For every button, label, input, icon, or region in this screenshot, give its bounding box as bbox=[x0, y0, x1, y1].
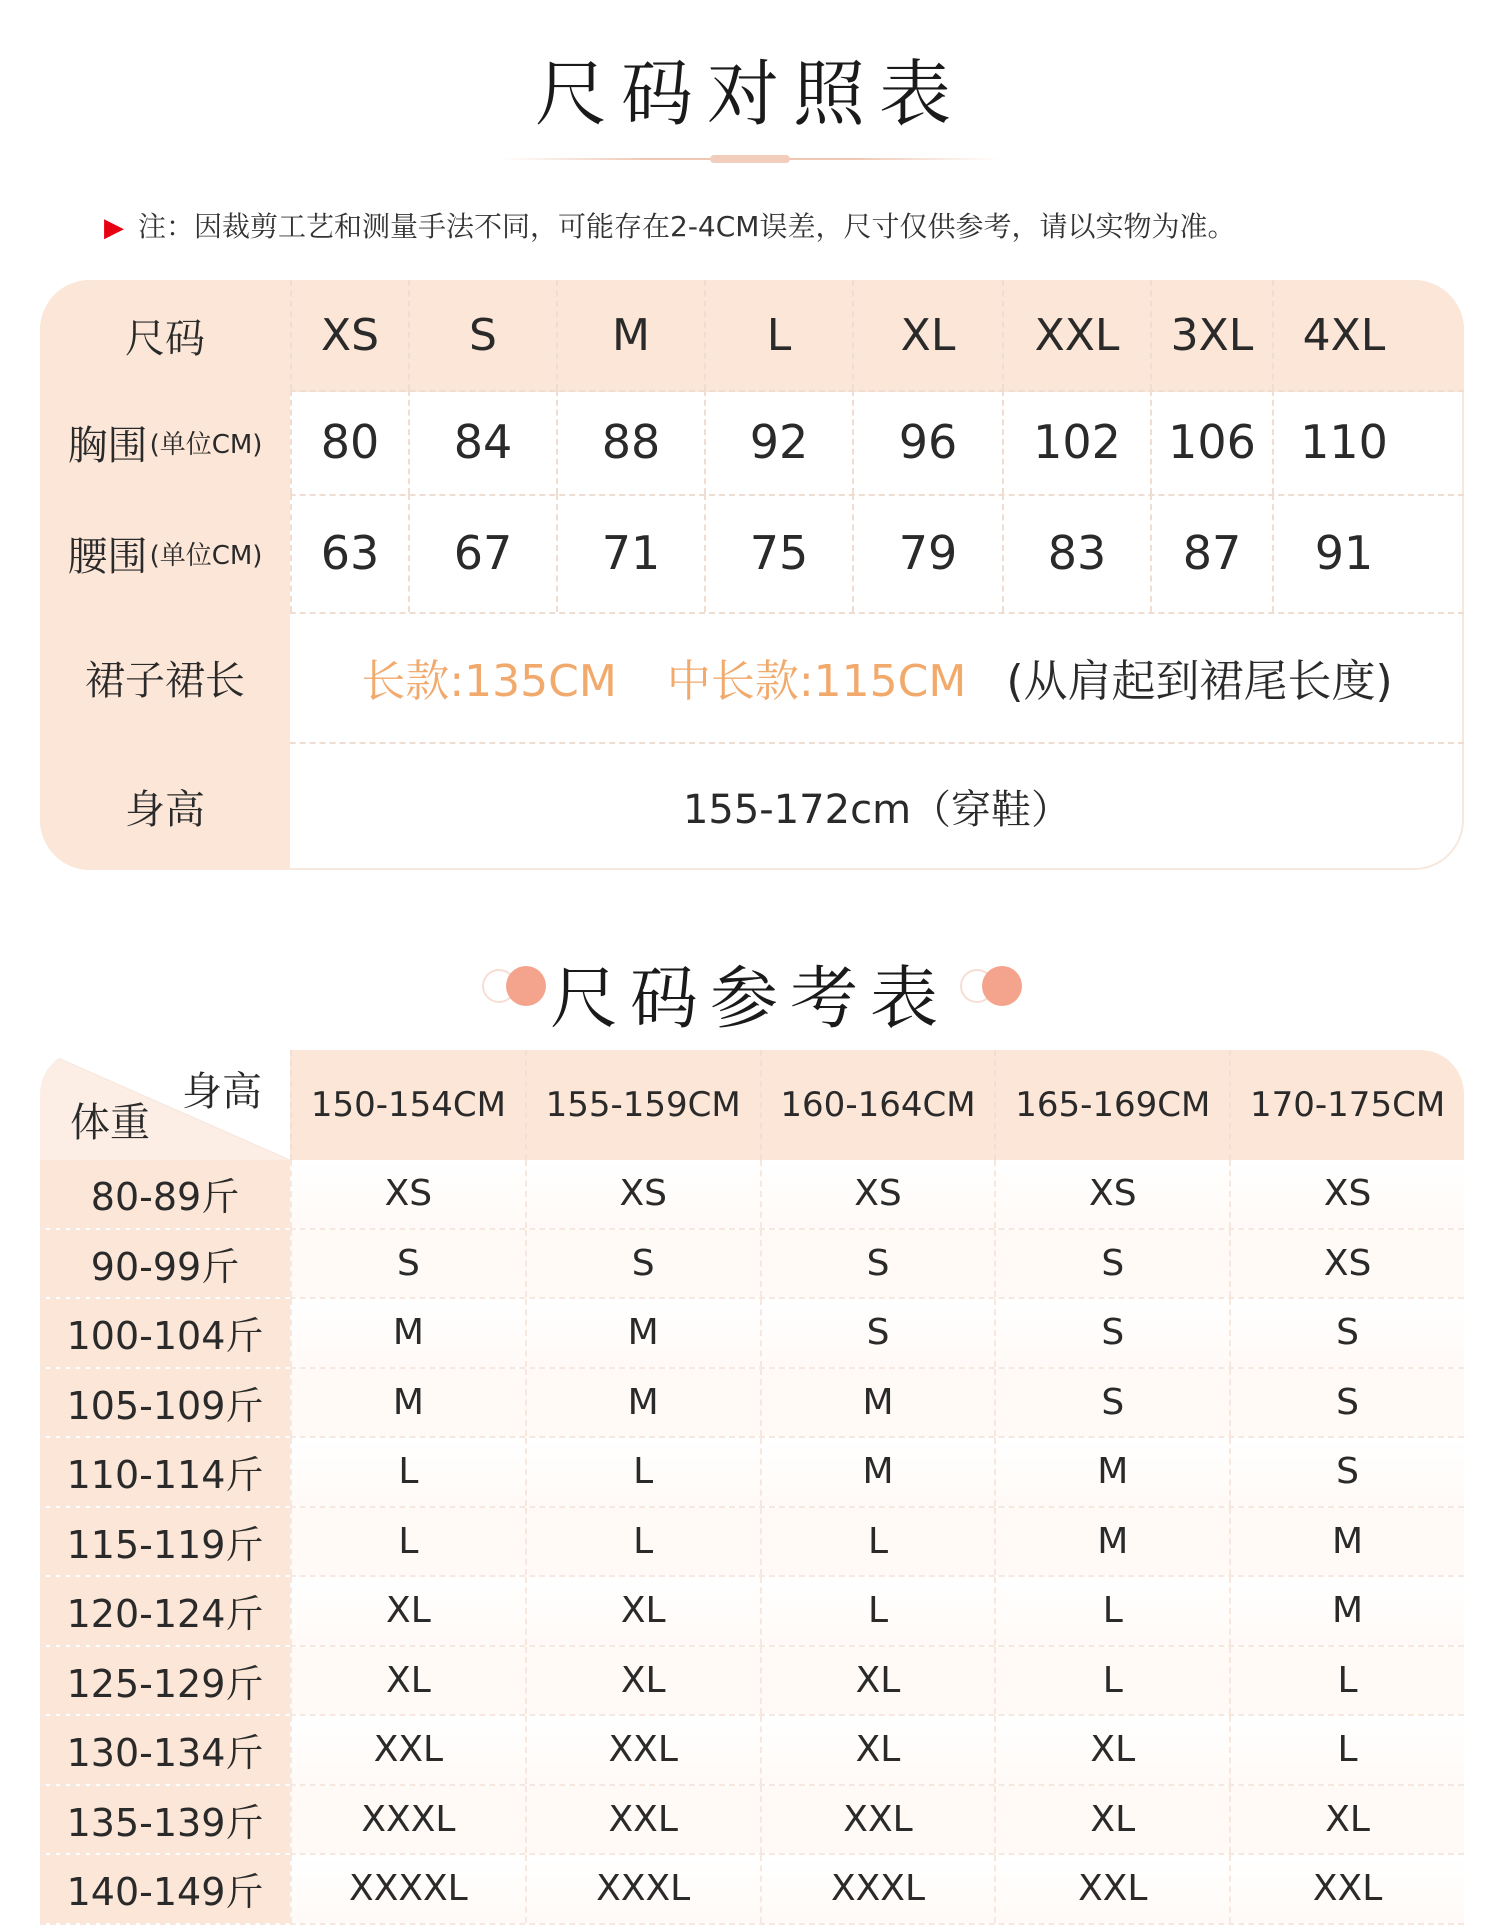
height-range-header-4: 170-175CM bbox=[1229, 1050, 1464, 1160]
chest-cell-2: 88 bbox=[556, 390, 704, 494]
height-value: 155-172cm（穿鞋） bbox=[682, 786, 1072, 833]
recommended-size-cell: XS bbox=[525, 1160, 760, 1228]
reference-row bbox=[40, 1438, 1464, 1508]
corner-weight-label: 体重 bbox=[70, 1100, 150, 1146]
title-divider-accent bbox=[710, 155, 790, 163]
chest-row bbox=[40, 390, 1464, 496]
recommended-size-cell: M bbox=[1229, 1577, 1464, 1645]
recommended-size-cell: L bbox=[525, 1508, 760, 1576]
recommended-size-cell: XXL bbox=[1229, 1855, 1464, 1923]
size-header-cell-3: L bbox=[704, 280, 852, 390]
size-header-cell-7: 4XL bbox=[1272, 280, 1414, 390]
skirt-length-row bbox=[40, 612, 1464, 744]
waist-cell-7: 91 bbox=[1272, 494, 1414, 612]
reference-row bbox=[40, 1369, 1464, 1439]
reference-row bbox=[40, 1855, 1464, 1925]
waist-cell-2: 71 bbox=[556, 494, 704, 612]
recommended-size-cell: XS bbox=[994, 1160, 1229, 1228]
reference-header-row bbox=[40, 1050, 1464, 1160]
size-header-cell-2: M bbox=[556, 280, 704, 390]
weight-range-cell: 125-129斤 bbox=[40, 1647, 290, 1715]
recommended-size-cell: XL bbox=[525, 1647, 760, 1715]
corner-height-label: 身高 bbox=[182, 1069, 262, 1115]
recommended-size-cell: M bbox=[760, 1369, 995, 1437]
weight-range-cell: 135-139斤 bbox=[40, 1786, 290, 1854]
reference-row bbox=[40, 1230, 1464, 1300]
recommended-size-cell: XL bbox=[1229, 1786, 1464, 1854]
recommended-size-cell: L bbox=[760, 1508, 995, 1576]
recommended-size-cell: XXXL bbox=[525, 1855, 760, 1923]
recommended-size-cell: XXL bbox=[760, 1786, 995, 1854]
recommended-size-cell: S bbox=[525, 1230, 760, 1298]
waist-row bbox=[40, 494, 1464, 614]
chest-cell-5: 102 bbox=[1002, 390, 1150, 494]
recommended-size-cell: XXXL bbox=[760, 1855, 995, 1923]
chest-label: 胸围 bbox=[67, 422, 148, 469]
waist-cell-3: 75 bbox=[704, 494, 852, 612]
recommended-size-cell: XXL bbox=[290, 1716, 525, 1784]
reference-row bbox=[40, 1577, 1464, 1647]
reference-body bbox=[40, 1160, 1464, 1925]
recommended-size-cell: XL bbox=[994, 1716, 1229, 1784]
skirt-mid-value: 中长款:115CM bbox=[666, 656, 967, 707]
recommended-size-cell: S bbox=[1229, 1438, 1464, 1506]
decor-dot-right bbox=[982, 966, 1022, 1006]
weight-range-cell: 140-149斤 bbox=[40, 1855, 290, 1923]
height-range-header-2: 160-164CM bbox=[760, 1050, 995, 1160]
recommended-size-cell: S bbox=[290, 1230, 525, 1298]
waist-cell-1: 67 bbox=[408, 494, 556, 612]
waist-cell-5: 83 bbox=[1002, 494, 1150, 612]
recommended-size-cell: S bbox=[1229, 1299, 1464, 1367]
recommended-size-cell: M bbox=[290, 1369, 525, 1437]
weight-range-cell: 80-89斤 bbox=[40, 1160, 290, 1228]
recommended-size-cell: S bbox=[760, 1230, 995, 1298]
disclaimer-note bbox=[104, 205, 1484, 245]
recommended-size-cell: XL bbox=[525, 1577, 760, 1645]
recommended-size-cell: M bbox=[760, 1438, 995, 1506]
reference-row bbox=[40, 1299, 1464, 1369]
weight-range-cell: 110-114斤 bbox=[40, 1438, 290, 1506]
size-header-label: 尺码 bbox=[40, 280, 290, 390]
height-range-header-1: 155-159CM bbox=[525, 1050, 760, 1160]
waist-cell-0: 63 bbox=[290, 494, 408, 612]
height-range-header-3: 165-169CM bbox=[994, 1050, 1229, 1160]
waist-unit: (单位CM) bbox=[149, 540, 263, 571]
waist-label: 腰围 bbox=[67, 533, 148, 580]
recommended-size-cell: XXL bbox=[525, 1786, 760, 1854]
recommended-size-cell: M bbox=[525, 1299, 760, 1367]
recommended-size-cell: XXXL bbox=[290, 1786, 525, 1854]
weight-range-cell: 115-119斤 bbox=[40, 1508, 290, 1576]
recommended-size-cell: XL bbox=[994, 1786, 1229, 1854]
height-row bbox=[40, 742, 1464, 870]
recommended-size-cell: S bbox=[994, 1369, 1229, 1437]
recommended-size-cell: S bbox=[1229, 1369, 1464, 1437]
skirt-label: 裙子裙长 bbox=[40, 612, 290, 742]
recommended-size-cell: S bbox=[994, 1230, 1229, 1298]
weight-range-cell: 100-104斤 bbox=[40, 1299, 290, 1367]
recommended-size-cell: M bbox=[525, 1369, 760, 1437]
chest-cell-0: 80 bbox=[290, 390, 408, 494]
recommended-size-cell: XL bbox=[290, 1577, 525, 1645]
reference-title: 尺码参考表 bbox=[549, 960, 950, 1039]
recommended-size-cell: L bbox=[994, 1577, 1229, 1645]
recommended-size-cell: XS bbox=[760, 1160, 995, 1228]
size-header-cell-1: S bbox=[408, 280, 556, 390]
recommended-size-cell: L bbox=[1229, 1716, 1464, 1784]
recommended-size-cell: XS bbox=[290, 1160, 525, 1228]
recommended-size-cell: L bbox=[1229, 1647, 1464, 1715]
recommended-size-cell: XXXXL bbox=[290, 1855, 525, 1923]
recommended-size-cell: XL bbox=[290, 1647, 525, 1715]
weight-range-cell: 90-99斤 bbox=[40, 1230, 290, 1298]
chest-cell-3: 92 bbox=[704, 390, 852, 494]
skirt-length-values bbox=[290, 612, 1464, 742]
recommended-size-cell: M bbox=[1229, 1508, 1464, 1576]
recommended-size-cell: XS bbox=[1229, 1160, 1464, 1228]
size-header-row bbox=[40, 280, 1464, 392]
reference-row bbox=[40, 1647, 1464, 1717]
size-header-cell-4: XL bbox=[852, 280, 1002, 390]
chest-cell-6: 106 bbox=[1150, 390, 1272, 494]
weight-range-cell: 120-124斤 bbox=[40, 1577, 290, 1645]
size-header-cell-5: XXL bbox=[1002, 280, 1150, 390]
reference-row bbox=[40, 1160, 1464, 1230]
recommended-size-cell: L bbox=[290, 1438, 525, 1506]
recommended-size-cell: XXL bbox=[994, 1855, 1229, 1923]
disclaimer-text: 注：因裁剪工艺和测量手法不同，可能存在2-4CM误差，尺寸仅供参考，请以实物为准。 bbox=[138, 210, 1236, 243]
reference-row bbox=[40, 1508, 1464, 1578]
waist-cell-4: 79 bbox=[852, 494, 1002, 612]
page-title: 尺码对照表 bbox=[534, 52, 965, 136]
waist-cell-6: 87 bbox=[1150, 494, 1272, 612]
recommended-size-cell: M bbox=[994, 1508, 1229, 1576]
chest-cell-7: 110 bbox=[1272, 390, 1414, 494]
recommended-size-cell: L bbox=[290, 1508, 525, 1576]
triangle-right-icon: ▶ bbox=[104, 213, 124, 243]
recommended-size-cell: L bbox=[760, 1577, 995, 1645]
recommended-size-cell: XL bbox=[760, 1647, 995, 1715]
chest-label-cell bbox=[40, 390, 290, 494]
skirt-length-note: (从肩起到裙尾长度) bbox=[1006, 656, 1393, 707]
size-header-cell-0: XS bbox=[290, 280, 408, 390]
recommended-size-cell: S bbox=[994, 1299, 1229, 1367]
size-reference-table bbox=[40, 1050, 1464, 1930]
waist-label-cell bbox=[40, 494, 290, 612]
size-chart-table bbox=[40, 280, 1464, 870]
recommended-size-cell: XL bbox=[760, 1716, 995, 1784]
weight-range-cell: 105-109斤 bbox=[40, 1369, 290, 1437]
recommended-size-cell: S bbox=[760, 1299, 995, 1367]
recommended-size-cell: M bbox=[994, 1438, 1229, 1506]
skirt-long-value: 长款:135CM bbox=[361, 656, 617, 707]
recommended-size-cell: L bbox=[525, 1438, 760, 1506]
corner-cell bbox=[40, 1050, 290, 1160]
reference-row bbox=[40, 1786, 1464, 1856]
recommended-size-cell: M bbox=[290, 1299, 525, 1367]
recommended-size-cell: XXL bbox=[525, 1716, 760, 1784]
chest-unit: (单位CM) bbox=[149, 429, 263, 460]
recommended-size-cell: L bbox=[994, 1647, 1229, 1715]
weight-range-cell: 130-134斤 bbox=[40, 1716, 290, 1784]
chest-cell-1: 84 bbox=[408, 390, 556, 494]
chest-cell-4: 96 bbox=[852, 390, 1002, 494]
height-label: 身高 bbox=[40, 742, 290, 870]
recommended-size-cell: XS bbox=[1229, 1230, 1464, 1298]
height-range-header-0: 150-154CM bbox=[290, 1050, 525, 1160]
reference-row bbox=[40, 1716, 1464, 1786]
size-header-cell-6: 3XL bbox=[1150, 280, 1272, 390]
